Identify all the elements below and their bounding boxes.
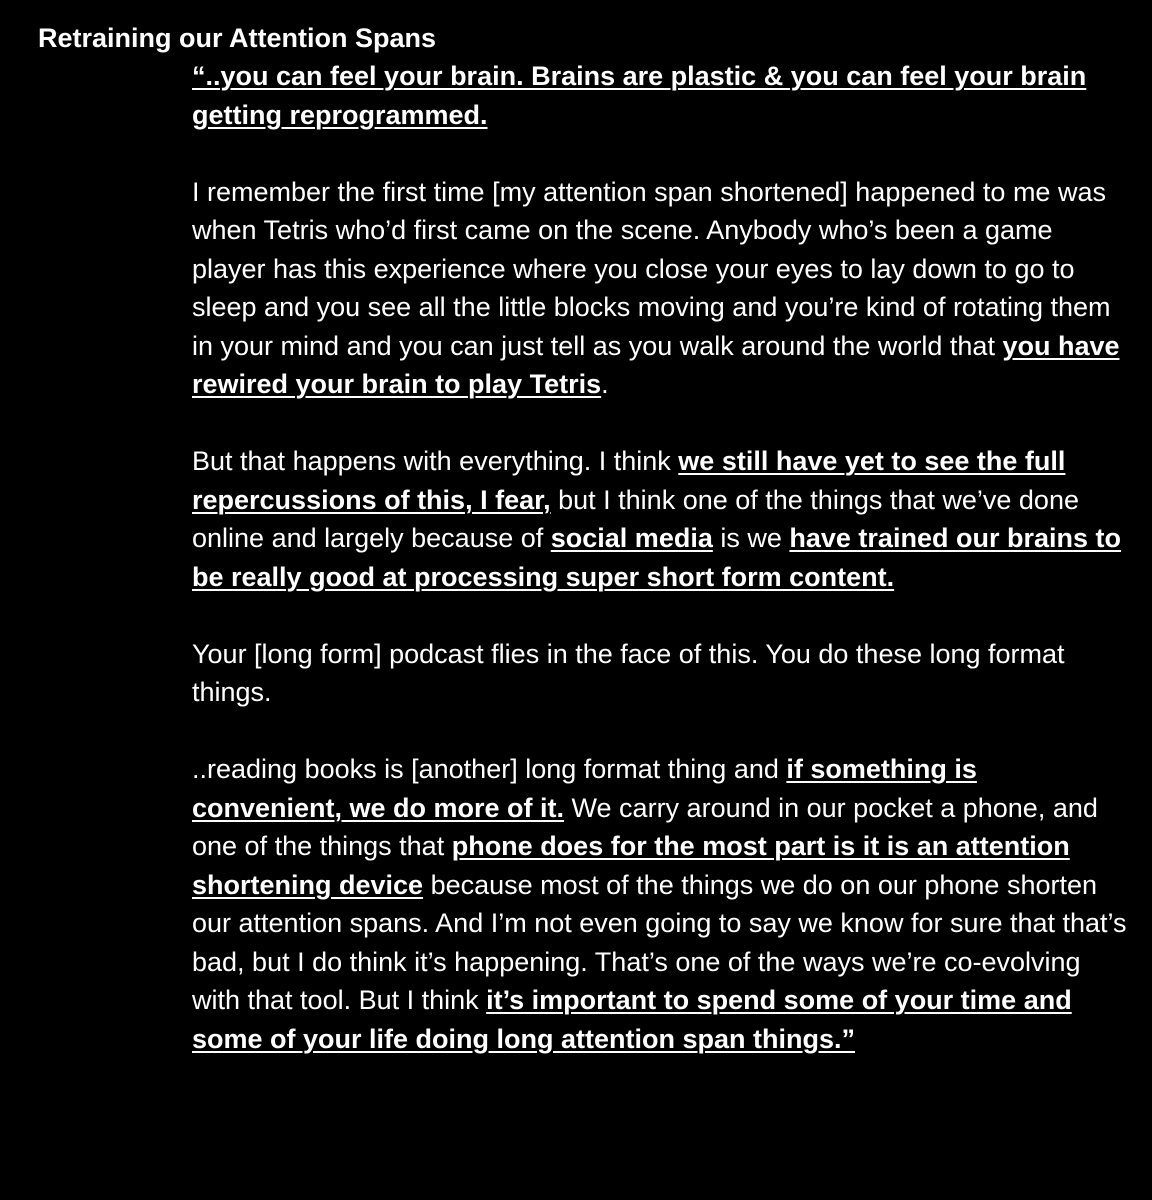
highlighted-text: it’s important to spend some of your time and some of your life doing long attention span things.” — [192, 985, 1072, 1054]
quote-paragraph-1 — [192, 57, 1132, 134]
paragraph-text: but I think one of the things that we’ve done online and largely because of — [192, 484, 1079, 553]
paragraph-text: because most of the things we do on our phone shorten our attention spans. And I’m not even going to say we know for sure that that’s bad, but I do think it’s happening. That’s one of the ways we’re co-evolving with that tool. But I think — [192, 869, 1127, 1015]
quote-paragraph-3 — [192, 442, 1132, 596]
paragraph-text: Your [long form] podcast flies in the face of this. You do these long format things. — [192, 638, 1065, 707]
highlighted-text: if something is convenient, we do more of it. — [192, 754, 977, 823]
highlighted-text: we still have yet to see the full repercussions of this, I fear, — [192, 446, 1066, 515]
quote-paragraph-5 — [192, 750, 1132, 1058]
highlighted-text: have trained our brains to be really good at processing super short form content. — [192, 523, 1121, 592]
highlighted-text: you have rewired your brain to play Tetris — [192, 330, 1120, 399]
quote-body — [192, 57, 1132, 1058]
paragraph-text: ..reading books is [another] long format thing and — [192, 754, 787, 784]
highlighted-text: social media — [550, 523, 713, 553]
quote-paragraph-4 — [192, 635, 1132, 712]
paragraph-text: We carry around in our pocket a phone, and one of the things that — [192, 792, 1098, 861]
document-title: Retraining our Attention Spans — [38, 23, 436, 53]
highlighted-text: “..you can feel your brain. Brains are plastic & you can feel your brain getting reprogrammed. — [192, 61, 1087, 130]
paragraph-text: But that happens with everything. I think — [192, 446, 679, 476]
paragraph-text: I remember the first time [my attention span shortened] happened to me was when Tetris who’d first came on the scene. Anybody who’s been a game player has this experience where you close your eyes to lay down to go to sleep and you see all the little blocks moving and you’re kind of rotating them in your mind and you can just tell as you walk around the world that — [192, 176, 1111, 361]
paragraph-text: is we — [712, 523, 790, 553]
paragraph-text: . — [601, 369, 609, 399]
highlighted-text: phone does for the most part is it is an attention shortening device — [192, 831, 1070, 900]
quote-paragraph-2 — [192, 173, 1132, 404]
